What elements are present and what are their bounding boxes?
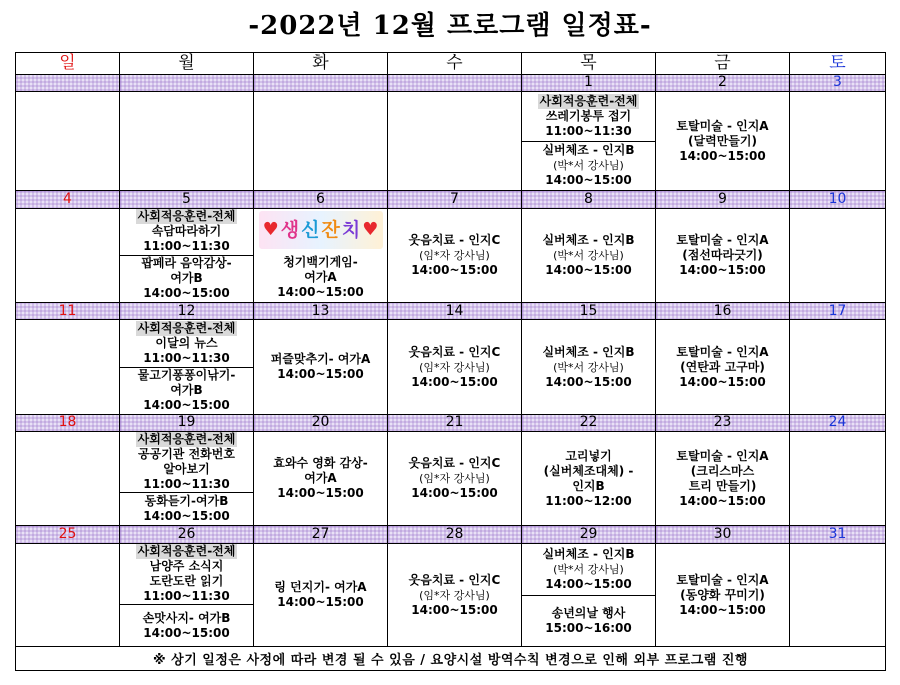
- program-line: 토탈미술 - 인지A: [676, 572, 769, 587]
- day-cell-sat: [790, 432, 886, 526]
- program-line: (임*자 강사님): [419, 472, 490, 486]
- date-number: 17: [790, 303, 886, 320]
- program-line: 14:00~15:00: [411, 602, 498, 617]
- program-line: 14:00~15:00: [411, 374, 498, 389]
- heart-icon: ♥: [262, 218, 279, 240]
- schedule-calendar: [15, 52, 886, 671]
- day-cell-wed: [388, 432, 522, 526]
- date-number: 25: [16, 526, 120, 543]
- program-line: 웃음치료 - 인지C: [408, 572, 501, 587]
- program-line: (점선따라긋기): [682, 247, 763, 262]
- program-line: 인지B: [572, 478, 605, 493]
- schedule-row: [16, 208, 886, 302]
- date-number: 23: [656, 414, 790, 431]
- program-line: 사회적응훈련-전체: [137, 432, 236, 447]
- day-cell-sun: [16, 91, 120, 190]
- day-cell-tue: [254, 208, 388, 302]
- day-cell-sun: [16, 432, 120, 526]
- program-line: (임*자 강사님): [419, 588, 490, 602]
- program-block-top: [120, 209, 253, 255]
- program-line: (임*자 강사님): [419, 248, 490, 262]
- date-number: 18: [16, 414, 120, 431]
- date-number: 14: [388, 303, 522, 320]
- program-line: 11:00~11:30: [143, 351, 230, 366]
- program-block-bottom: [120, 492, 253, 525]
- date-number: [388, 74, 522, 91]
- program-line: 11:00~12:00: [545, 493, 632, 508]
- program-line: 14:00~15:00: [679, 374, 766, 389]
- program-line: 실버체조 - 인지B: [542, 232, 635, 247]
- schedule-row: [16, 543, 886, 647]
- day-cell-tue: [254, 432, 388, 526]
- program-line: 14:00~15:00: [545, 576, 632, 591]
- day-cell-wed: [388, 320, 522, 414]
- date-row: [16, 191, 886, 208]
- program-line: 실버체조 - 인지B: [542, 344, 635, 359]
- day-cell-sun: [16, 320, 120, 414]
- date-number: 4: [16, 191, 120, 208]
- program-line: 토탈미술 - 인지A: [676, 344, 769, 359]
- program-line: (달력만들기): [688, 133, 757, 148]
- program-line: 토탈미술 - 인지A: [676, 448, 769, 463]
- date-row: [16, 303, 886, 320]
- program-line: 청기백기게임-: [283, 254, 358, 269]
- banner-char: 신: [301, 218, 320, 241]
- program-line: 15:00~16:00: [545, 621, 632, 636]
- date-number: 27: [254, 526, 388, 543]
- program-line: 14:00~15:00: [679, 148, 766, 163]
- program-line: (박*서 강사님): [553, 562, 624, 576]
- program-line: 11:00~11:30: [545, 123, 632, 138]
- program-line: 손맛사지- 여가B: [142, 610, 231, 625]
- day-cell-thu: [522, 91, 656, 190]
- program-block-bottom: [120, 604, 253, 647]
- day-cell-sat: [790, 543, 886, 647]
- day-cell-tue: [254, 91, 388, 190]
- program-line: (박*서 강사님): [553, 360, 624, 374]
- program-line: 실버체조 - 인지B: [542, 546, 635, 561]
- weekday-sat: 토: [790, 53, 886, 75]
- program-line: 14:00~15:00: [411, 262, 498, 277]
- day-cell-sat: [790, 320, 886, 414]
- date-number: 9: [656, 191, 790, 208]
- date-number: 15: [522, 303, 656, 320]
- program-block-top: [120, 544, 253, 604]
- program-line: 14:00~15:00: [277, 486, 364, 501]
- program-line: 14:00~15:00: [277, 595, 364, 610]
- day-cell-tue: [254, 320, 388, 414]
- program-block-top: [522, 544, 655, 595]
- date-number: [120, 74, 254, 91]
- program-line: 14:00~15:00: [679, 493, 766, 508]
- date-number: 22: [522, 414, 656, 431]
- program-line: 속담따라하기: [151, 224, 222, 239]
- birthday-party-banner: [259, 211, 383, 249]
- program-line: 사회적응훈련-전체: [539, 93, 638, 108]
- banner-char: 치: [341, 218, 361, 241]
- footer-note: ※ 상기 일정은 사정에 따라 변경 될 수 있음 / 요양시설 방역수칙 변경으로 인해 외부 프로그램 진행: [16, 647, 886, 671]
- program-line: 쓰레기봉투 접기: [545, 108, 632, 123]
- date-number: 26: [120, 526, 254, 543]
- day-cell-mon: [120, 320, 254, 414]
- program-line: (연탄과 고구마): [680, 359, 765, 374]
- program-line: 11:00~11:30: [143, 477, 230, 492]
- date-number: 24: [790, 414, 886, 431]
- day-cell-mon: [120, 432, 254, 526]
- date-number: [254, 74, 388, 91]
- date-number: 6: [254, 191, 388, 208]
- program-block-top: [120, 432, 253, 492]
- date-number: 3: [790, 74, 886, 91]
- program-line: 트리 만들기): [688, 478, 757, 493]
- date-number: 13: [254, 303, 388, 320]
- program-line: (박*서 강사님): [553, 159, 624, 173]
- program-line: (크리스마스: [690, 463, 755, 478]
- day-cell-wed: [388, 208, 522, 302]
- date-number: 20: [254, 414, 388, 431]
- heart-icon: ♥: [362, 218, 379, 240]
- day-cell-thu: [522, 432, 656, 526]
- page-title: -2022년 12월 프로그램 일정표-: [248, 11, 652, 41]
- program-line: 실버체조 - 인지B: [542, 143, 635, 158]
- program-block-bottom: [120, 255, 253, 302]
- day-cell-sat: [790, 91, 886, 190]
- weekday-sun: 일: [16, 53, 120, 75]
- program-line: 도란도란 읽기: [149, 573, 224, 588]
- schedule-row: [16, 320, 886, 414]
- program-line: 알아보기: [163, 462, 210, 477]
- program-line: 퍼즐맞추기- 여가A: [270, 352, 371, 367]
- program-line: 14:00~15:00: [277, 367, 364, 382]
- program-line: 링 던지기- 여가A: [274, 580, 367, 595]
- day-cell-fri: [656, 91, 790, 190]
- program-line: 팝페라 음악감상-: [141, 256, 232, 271]
- program-line: 웃음치료 - 인지C: [408, 456, 501, 471]
- date-row: [16, 526, 886, 543]
- program-line: 토탈미술 - 인지A: [676, 118, 769, 133]
- program-block-bottom: [120, 367, 253, 414]
- schedule-row: [16, 91, 886, 190]
- date-number: 29: [522, 526, 656, 543]
- program-line: 여가B: [170, 271, 203, 286]
- day-cell-mon: [120, 208, 254, 302]
- program-line: 여가A: [304, 471, 337, 486]
- day-cell-sun: [16, 208, 120, 302]
- day-cell-mon: [120, 543, 254, 647]
- program-block-bottom: [522, 595, 655, 647]
- program-line: 14:00~15:00: [143, 286, 230, 301]
- date-number: 7: [388, 191, 522, 208]
- weekday-header: [16, 53, 886, 75]
- program-line: (박*서 강사님): [553, 248, 624, 262]
- date-row: [16, 414, 886, 431]
- program-line: (임*자 강사님): [419, 360, 490, 374]
- weekday-mon: 월: [120, 53, 254, 75]
- program-line: 공공기관 전화번호: [138, 447, 235, 462]
- program-block-top: [120, 320, 253, 366]
- program-line: 웃음치료 - 인지C: [408, 344, 501, 359]
- day-cell-wed: [388, 543, 522, 647]
- program-line: 남양주 소식지: [149, 558, 224, 573]
- program-line: 14:00~15:00: [143, 625, 230, 640]
- date-number: 28: [388, 526, 522, 543]
- program-line: 동화듣기-여가B: [144, 494, 229, 509]
- weekday-wed: 수: [388, 53, 522, 75]
- weekday-tue: 화: [254, 53, 388, 75]
- date-number: 30: [656, 526, 790, 543]
- day-cell-fri: [656, 208, 790, 302]
- program-line: 여가B: [170, 383, 203, 398]
- program-line: 토탈미술 - 인지A: [676, 232, 769, 247]
- day-cell-wed: [388, 91, 522, 190]
- weekday-thu: 목: [522, 53, 656, 75]
- program-line: 송년의날 행사: [551, 606, 626, 621]
- program-line: 효와수 영화 감상-: [273, 456, 368, 471]
- schedule-row: [16, 432, 886, 526]
- day-cell-thu: [522, 208, 656, 302]
- day-cell-thu: [522, 320, 656, 414]
- program-block-bottom: [522, 141, 655, 191]
- program-line: (동양화 꾸미기): [680, 587, 765, 602]
- day-cell-mon: [120, 91, 254, 190]
- day-cell-thu: [522, 543, 656, 647]
- program-line: 11:00~11:30: [143, 239, 230, 254]
- program-block-top: [522, 92, 655, 141]
- date-number: [16, 74, 120, 91]
- program-line: 14:00~15:00: [143, 398, 230, 413]
- program-line: 14:00~15:00: [679, 262, 766, 277]
- date-number: 11: [16, 303, 120, 320]
- date-row: [16, 74, 886, 91]
- day-cell-sun: [16, 543, 120, 647]
- program-line: 14:00~15:00: [277, 284, 364, 299]
- weekday-fri: 금: [656, 53, 790, 75]
- program-line: 14:00~15:00: [545, 173, 632, 188]
- program-line: (실버체조대체) -: [543, 463, 634, 478]
- program-line: 14:00~15:00: [545, 374, 632, 389]
- banner-char: 생: [280, 218, 300, 241]
- program-line: 사회적응훈련-전체: [137, 321, 236, 336]
- date-number: 8: [522, 191, 656, 208]
- program-line: 웃음치료 - 인지C: [408, 232, 501, 247]
- program-line: 14:00~15:00: [545, 262, 632, 277]
- program-line: 사회적응훈련-전체: [137, 543, 236, 558]
- date-number: 1: [522, 74, 656, 91]
- date-number: 19: [120, 414, 254, 431]
- date-number: 12: [120, 303, 254, 320]
- date-number: 21: [388, 414, 522, 431]
- date-number: 31: [790, 526, 886, 543]
- day-cell-sat: [790, 208, 886, 302]
- date-number: 10: [790, 191, 886, 208]
- day-cell-fri: [656, 432, 790, 526]
- program-line: 14:00~15:00: [143, 509, 230, 524]
- program-line: 14:00~15:00: [411, 486, 498, 501]
- program-line: 14:00~15:00: [679, 602, 766, 617]
- program-line: 고리넣기: [565, 448, 612, 463]
- day-cell-fri: [656, 320, 790, 414]
- program-line: 여가A: [304, 269, 337, 284]
- date-number: 2: [656, 74, 790, 91]
- day-cell-fri: [656, 543, 790, 647]
- date-number: 5: [120, 191, 254, 208]
- program-line: 이달의 뉴스: [155, 336, 218, 351]
- program-line: 사회적응훈련-전체: [137, 209, 236, 224]
- date-number: 16: [656, 303, 790, 320]
- day-cell-tue: [254, 543, 388, 647]
- program-line: 11:00~11:30: [143, 588, 230, 603]
- banner-char: 잔: [321, 218, 340, 241]
- program-line: 물고기퐁퐁이낚기-: [137, 368, 236, 383]
